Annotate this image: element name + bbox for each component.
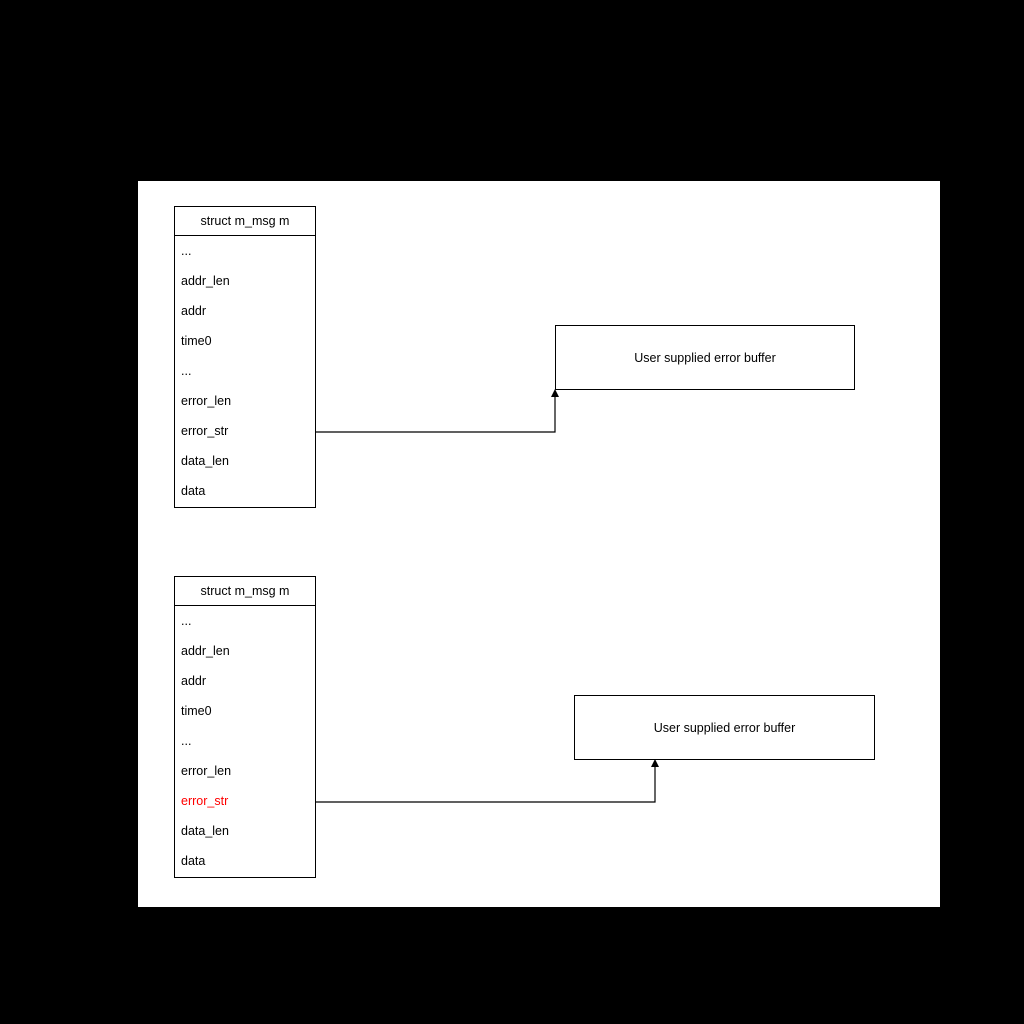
struct-box-bottom (174, 576, 316, 878)
struct-box-top (174, 206, 316, 508)
diagram-board (138, 181, 940, 907)
struct-field: error_len (181, 394, 232, 408)
struct-field: data_len (181, 454, 229, 468)
struct-field: addr (181, 674, 207, 688)
connector-top (308, 381, 708, 441)
struct-field: ... (181, 614, 192, 628)
struct-field: data (181, 854, 206, 868)
struct-title-bottom: struct m_msg m (175, 577, 315, 606)
struct-field-error-str: error_str (181, 424, 229, 438)
struct-field: ... (181, 244, 192, 258)
struct-field-error-str: error_str (181, 794, 229, 808)
error-buffer-label: User supplied error buffer (634, 350, 776, 365)
error-buffer-label: User supplied error buffer (653, 720, 796, 735)
struct-field: data_len (181, 824, 229, 838)
struct-field: error_len (181, 764, 232, 778)
struct-fields-top (175, 236, 315, 506)
connector-bottom (308, 751, 708, 811)
struct-field: ... (181, 364, 192, 378)
error-buffer-box-bottom (574, 695, 875, 760)
struct-field: time0 (181, 334, 212, 348)
struct-field: time0 (181, 704, 212, 718)
struct-field: addr_len (181, 274, 230, 288)
struct-title-top: struct m_msg m (175, 207, 315, 236)
struct-fields-bottom (175, 606, 315, 876)
struct-field: addr_len (181, 644, 230, 658)
struct-field: addr (181, 304, 207, 318)
error-buffer-box-top (555, 325, 855, 390)
struct-field: ... (181, 734, 192, 748)
struct-field: data (181, 484, 206, 498)
